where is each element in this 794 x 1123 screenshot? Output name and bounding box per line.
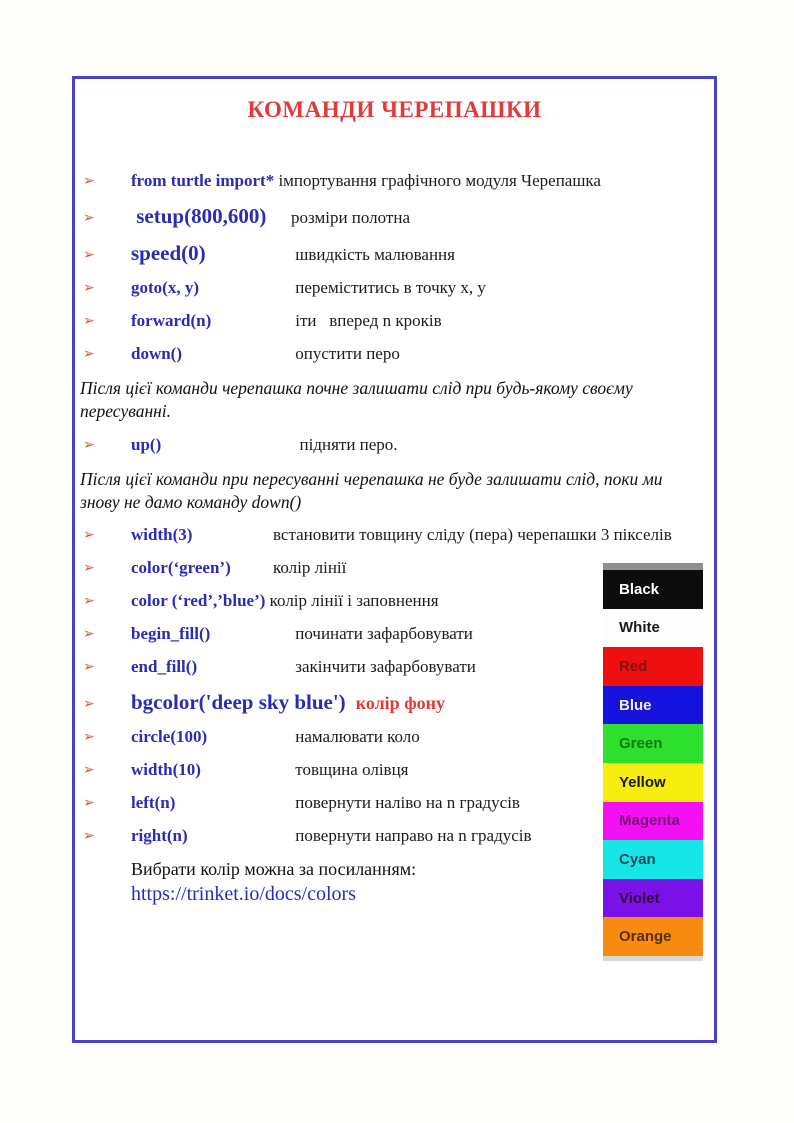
command-row-from-turtle-import xyxy=(75,171,714,191)
color-swatch-green xyxy=(603,724,703,763)
color-swatch-orange xyxy=(603,917,703,956)
arrow-bullet-icon: ➢ xyxy=(83,659,95,676)
command-text: right(n) xyxy=(131,826,188,846)
command-description: закінчити зафарбовувати xyxy=(291,657,476,677)
command-row-width-3 xyxy=(75,525,714,545)
arrow-bullet-icon: ➢ xyxy=(83,729,95,746)
trinket-colors-link[interactable]: https://trinket.io/docs/colors xyxy=(131,883,356,906)
note-pen-up: Після цієї команди при пересуванні черепашка не буде залишати слід, поки ми знову не дамо команду down() xyxy=(80,468,663,512)
command-text: speed(0) xyxy=(131,241,206,265)
command-text: forward(n) xyxy=(131,311,212,330)
command-row-down xyxy=(75,344,714,364)
command-description: швидкість малювання xyxy=(291,245,455,264)
command-description: товщина олівця xyxy=(291,760,409,780)
arrow-bullet-icon: ➢ xyxy=(83,313,95,329)
command-text: color (‘red’,’blue’) xyxy=(131,591,270,611)
arrow-bullet-icon: ➢ xyxy=(83,795,95,812)
page-title: КОМАНДИ ЧЕРЕПАШКИ xyxy=(247,97,542,122)
command-row-setup xyxy=(75,204,714,229)
command-description: повернути направо на n градусів xyxy=(291,826,532,846)
color-chart xyxy=(603,563,703,961)
color-swatch-label: Red xyxy=(619,657,648,675)
command-text: width(3) xyxy=(131,525,193,545)
command-text: left(n) xyxy=(131,793,176,813)
command-description: переміститись в точку x, y xyxy=(291,278,486,297)
command-description: колір лінії і заповнення xyxy=(269,591,439,611)
arrow-bullet-icon: ➢ xyxy=(83,173,95,189)
color-swatch-blue xyxy=(603,686,703,725)
command-row-forward xyxy=(75,311,714,331)
arrow-bullet-icon: ➢ xyxy=(83,527,95,544)
command-text: bgcolor('deep sky blue') xyxy=(131,690,346,715)
arrow-bullet-icon: ➢ xyxy=(83,593,95,610)
color-swatch-label: Orange xyxy=(619,928,672,946)
color-swatch-red xyxy=(603,647,703,686)
color-swatch-label: Blue xyxy=(619,696,652,714)
command-text: goto(x, y) xyxy=(131,278,199,297)
command-description: колір лінії xyxy=(273,558,347,578)
command-description: починати зафарбовувати xyxy=(291,624,473,644)
color-swatch-violet xyxy=(603,879,703,918)
command-text: down() xyxy=(131,344,183,363)
arrow-bullet-icon: ➢ xyxy=(83,247,95,263)
arrow-bullet-icon: ➢ xyxy=(83,210,95,226)
color-swatch-label: Black xyxy=(619,580,660,598)
color-swatch-label: Cyan xyxy=(619,850,656,868)
choose-color-text: Вибрати колір можна за посиланням: xyxy=(131,859,417,880)
arrow-bullet-icon: ➢ xyxy=(83,828,95,845)
arrow-bullet-icon: ➢ xyxy=(83,436,95,453)
command-description: опустити перо xyxy=(291,344,400,363)
command-text: from turtle import* xyxy=(131,171,279,190)
arrow-bullet-icon: ➢ xyxy=(83,280,95,296)
color-swatch-white xyxy=(603,609,703,648)
command-text: width(10) xyxy=(131,760,201,780)
color-swatch-magenta xyxy=(603,802,703,841)
note-pen-down: Після цієї команди черепашка почне залишати слід при будь-якому своєму пересуванні. xyxy=(80,378,633,422)
command-text: color(‘green’) xyxy=(131,558,231,578)
command-text: setup(800,600) xyxy=(131,204,267,228)
color-swatch-label: Magenta xyxy=(619,812,680,830)
color-swatch-label: Green xyxy=(619,735,663,753)
command-text: up() xyxy=(131,434,162,454)
command-text: circle(100) xyxy=(131,727,208,747)
color-swatch-label: Yellow xyxy=(619,773,666,791)
arrow-bullet-icon: ➢ xyxy=(83,346,95,362)
command-description: імпортування графічного модуля Черепашка xyxy=(278,171,601,190)
page-border-frame xyxy=(72,76,717,1043)
color-swatch-black xyxy=(603,570,703,609)
command-description: підняти перо. xyxy=(291,434,398,454)
command-description: намалювати коло xyxy=(291,727,420,747)
color-swatch-yellow xyxy=(603,763,703,802)
command-text: begin_fill() xyxy=(131,624,211,644)
command-description: розміри полотна xyxy=(291,208,411,227)
command-row-speed xyxy=(75,241,714,266)
arrow-bullet-icon: ➢ xyxy=(83,696,95,713)
color-swatch-label: White xyxy=(619,619,660,637)
arrow-bullet-icon: ➢ xyxy=(83,626,95,643)
arrow-bullet-icon: ➢ xyxy=(83,560,95,577)
command-description: встановити товщину сліду (пера) черепашки 3 пікселів xyxy=(273,525,672,545)
command-row-up xyxy=(75,435,714,455)
command-description: повернути наліво на n градусів xyxy=(291,793,520,813)
command-row-goto xyxy=(75,278,714,298)
color-swatch-label: Violet xyxy=(619,889,660,907)
command-description: іти вперед n кроків xyxy=(291,311,442,330)
color-swatch-cyan xyxy=(603,840,703,879)
command-text: end_fill() xyxy=(131,657,198,677)
command-description: колір фону xyxy=(355,693,446,714)
arrow-bullet-icon: ➢ xyxy=(83,762,95,779)
